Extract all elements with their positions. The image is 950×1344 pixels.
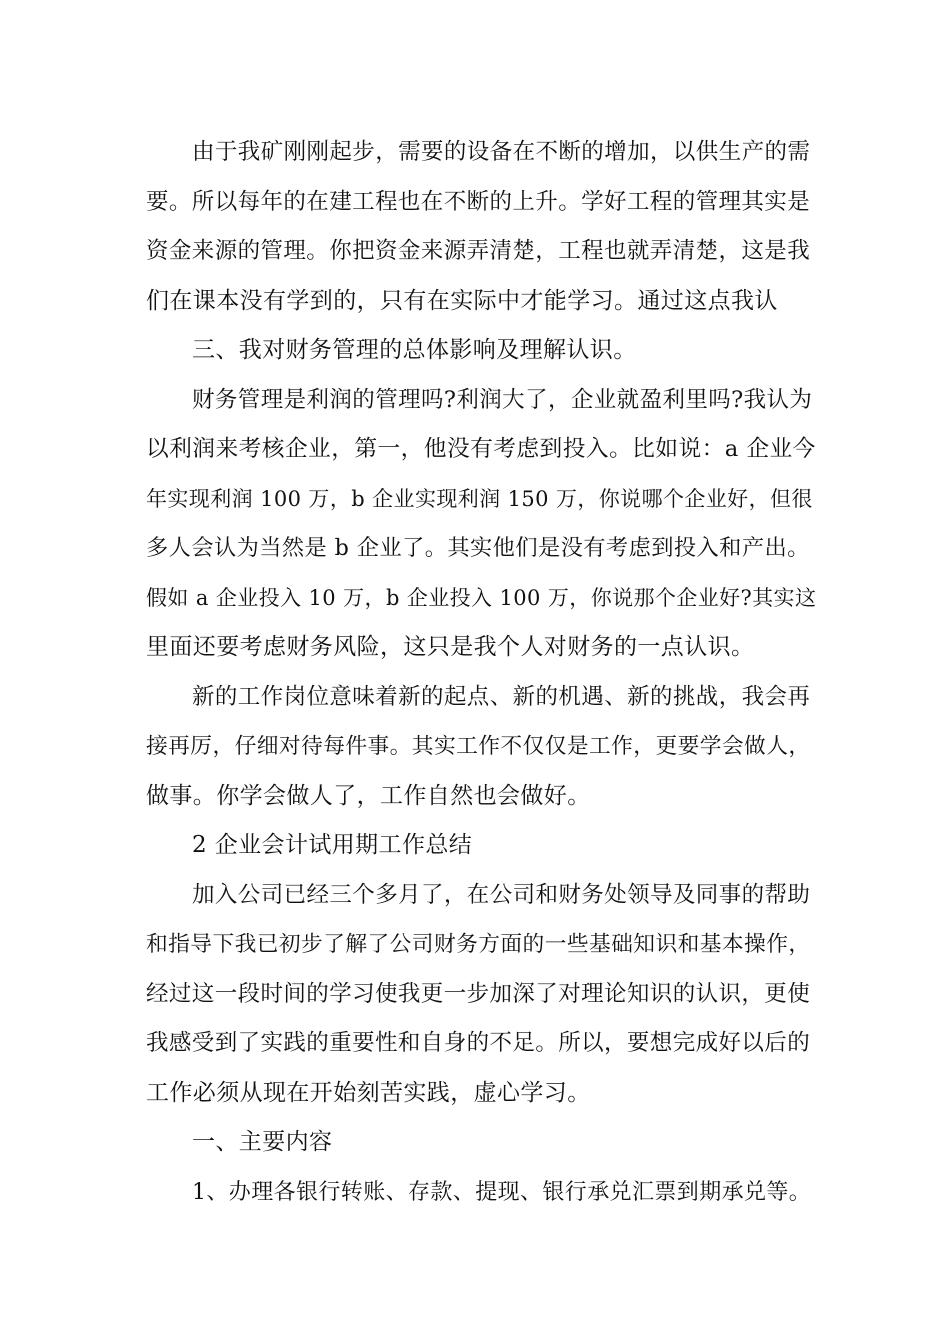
- text-line: 1、办理各银行转账、存款、提现、银行承兑汇票到期承兑等。: [192, 1179, 812, 1205]
- document-body: [146, 128, 816, 1217]
- text-line: 假如 a 企业投入 10 万，b 企业投入 100 万，你说那个企业好?其实这: [146, 585, 817, 610]
- text-line: 以利润来考核企业，第一，他没有考虑到投入。比如说：a 企业今: [146, 436, 816, 462]
- text-line: 和指导下我已初步了解了公司财务方面的一些基础知识和基本操作，: [146, 932, 811, 957]
- text-line: 由于我矿刚刚起步，需要的设备在不断的增加，以供生产的需: [192, 139, 811, 165]
- text-line: 加入公司已经三个多月了，在公司和财务处领导及同事的帮助: [192, 881, 811, 908]
- heading-line: 三、我对财务管理的总体影响及理解认识。: [192, 337, 637, 363]
- text-line: 里面还要考虑财务风险，这只是我个人对财务的一点认识。: [146, 634, 755, 660]
- text-line: 经过这一段时间的学习使我更一步加深了对理论知识的认识，更使: [146, 980, 811, 1007]
- text-line: 们在课本没有学到的，只有在实际中才能学习。通过这点我认: [146, 287, 778, 314]
- list-item-bank-transactions: [146, 1168, 816, 1218]
- text-line: 资金来源的管理。你把资金来源弄清楚，工程也就弄清楚，这是我: [146, 238, 811, 264]
- text-line: 要。所以每年的在建工程也在不断的上升。学好工程的管理其实是: [146, 188, 811, 215]
- text-line: 做事。你学会做人了，工作自然也会做好。: [146, 782, 591, 809]
- paragraph-equipment-investment: [146, 128, 816, 326]
- title-line: 2 企业会计试用期工作总结: [192, 832, 473, 858]
- section-heading-main-content: [146, 1118, 816, 1168]
- text-line: 年实现利润 100 万，b 企业实现利润 150 万，你说哪个企业好，但很: [146, 486, 813, 511]
- section-title-probation-summary: [146, 821, 816, 871]
- section-heading-financial-management: [146, 326, 816, 376]
- text-line: 工作必须从现在开始刻苦实践，虚心学习。: [146, 1079, 591, 1106]
- text-line: 多人会认为当然是 b 企业了。其实他们是没有考虑到投入和产出。: [146, 535, 810, 561]
- paragraph-profit-management: [146, 376, 816, 673]
- text-line: 财务管理是利润的管理吗?利润大了，企业就盈利里吗?我认为: [192, 386, 813, 413]
- paragraph-joining-company: [146, 871, 816, 1119]
- text-line: 我感受到了实践的重要性和自身的不足。所以，要想完成好以后的: [146, 1030, 811, 1056]
- text-line: 新的工作岗位意味着新的起点、新的机遇、新的挑战，我会再: [192, 683, 811, 710]
- text-line: 接再厉，仔细对待每件事。其实工作不仅仅是工作，更要学会做人，: [146, 734, 811, 759]
- heading-line: 一、主要内容: [192, 1129, 333, 1155]
- paragraph-new-position: [146, 673, 816, 822]
